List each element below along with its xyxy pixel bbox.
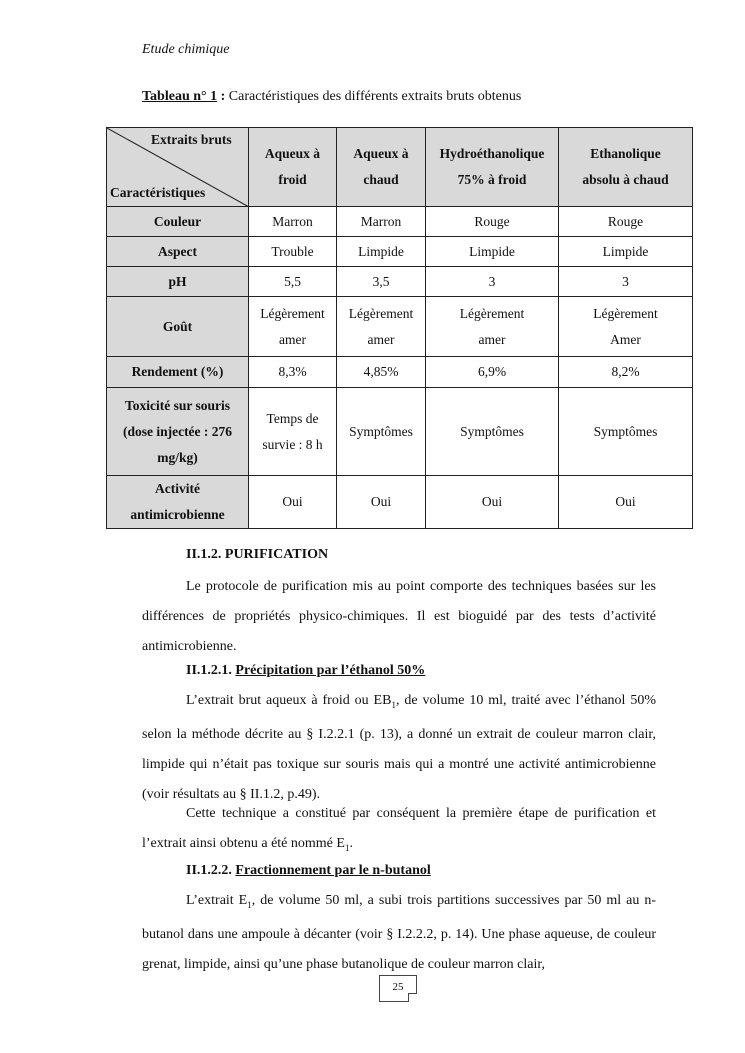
paragraph-purification: Le protocole de purification mis au point comporte des techniques basées sur les différences de propriétés physico-chimiques. Il est bioguidé par des tests d’activité antimicrobienne. <box>142 579 656 654</box>
table-cell-text: 8,3% <box>278 364 307 379</box>
table-cell-text: Amer <box>610 331 641 347</box>
table-row <box>107 297 693 357</box>
table-cell-text: Oui <box>615 494 636 509</box>
table-cell-text: Symptômes <box>460 423 524 439</box>
column-header-2 <box>337 128 426 207</box>
text-run: , de volume 50 ml, a subi trois partitions successives par 50 ml au n-butanol dans une ampoule à décanter (voir § I.2.2.2, p. 14). Une phase aqueuse, de couleur grenat, limpide, ainsi qu’une phase butanolique de couleur marron clair, <box>142 893 656 972</box>
table-cell-text: Limpide <box>602 243 649 259</box>
table-cell <box>337 388 426 476</box>
column-header-text: Aqueux à <box>264 146 321 161</box>
table-cell <box>249 297 337 357</box>
section-number-fractionnement: II.1.2.2. <box>186 863 232 878</box>
table-cell-text: Rouge <box>474 213 510 229</box>
section-title-precipitation <box>186 663 425 679</box>
table-cell-text: Marron <box>360 213 402 229</box>
table-cell-text: Limpide <box>358 243 404 259</box>
table-caption <box>142 89 521 105</box>
table-cell <box>337 476 426 529</box>
table-cell-text: Légèrement <box>348 305 414 321</box>
text-run: , de volume 10 ml, traité avec l’éthanol 50% selon la méthode décrite au § I.2.2.1 (p. 13), a donné un extrait de couleur marron clair, limpide qui n’était pas toxique sur souris mais qui a montré une activité antimicrobienne (voir résultats au § II.1.2, p.49). <box>142 693 657 802</box>
row-label-text: pH <box>168 273 187 289</box>
table-cell-text: Oui <box>370 494 392 509</box>
table-cell-text: 4,85% <box>363 364 399 379</box>
table-cell-text: Marron <box>272 213 313 229</box>
table-cell <box>559 237 693 267</box>
row-label-text: Toxicité sur souris <box>124 397 230 413</box>
table-row <box>107 237 693 267</box>
table-cell-text: Oui <box>282 494 303 509</box>
row-label-text: mg/kg) <box>157 449 198 465</box>
section-number-precipitation: II.1.2.1. <box>186 663 232 678</box>
table-cell-text: Oui <box>481 494 503 509</box>
text-run: . <box>349 836 353 851</box>
table-cell <box>249 237 337 267</box>
table-cell-text: amer <box>478 331 506 347</box>
subscript: 1 <box>391 699 396 710</box>
page-number <box>379 975 417 1002</box>
table-cell-text: 6,9% <box>477 364 507 379</box>
row-label-cell <box>107 297 249 357</box>
table-row <box>107 476 693 529</box>
column-header-text: 75% à froid <box>457 172 527 187</box>
column-header-text: froid <box>278 172 307 187</box>
table-cell <box>426 388 559 476</box>
table-cell <box>426 476 559 529</box>
table-cell-text: 5,5 <box>284 273 301 289</box>
text-run: Cette technique a constitué par conséquent la première étape de purification et l’extrait ainsi obtenu a été nommé E <box>142 806 656 851</box>
table-cell <box>337 207 426 237</box>
table-cell <box>426 267 559 297</box>
table-cell <box>249 357 337 388</box>
table-row <box>107 388 693 476</box>
table-row <box>107 267 693 297</box>
row-label-cell <box>107 207 249 237</box>
corner-bottom-label: Caractéristiques <box>110 185 206 200</box>
table-cell-text: 3,5 <box>372 273 390 289</box>
corner-header-cell <box>107 128 249 207</box>
row-label-cell <box>107 388 249 476</box>
table-cell-text: 3 <box>488 273 496 289</box>
row-label-text: Aspect <box>158 243 197 259</box>
column-header-1 <box>249 128 337 207</box>
row-label-text: antimicrobienne <box>130 507 225 522</box>
table-cell-text: Trouble <box>271 243 314 259</box>
table-row <box>107 357 693 388</box>
table-cell <box>337 297 426 357</box>
table-cell <box>249 388 337 476</box>
table-cell-text: Limpide <box>469 243 515 259</box>
table-cell <box>426 357 559 388</box>
corner-top-label: Extraits bruts <box>151 132 232 147</box>
subscript: 1 <box>344 842 350 853</box>
row-label-text: Activité <box>155 481 200 496</box>
table-cell <box>337 237 426 267</box>
table-row <box>107 207 693 237</box>
table-cell <box>559 207 693 237</box>
table-cell <box>426 207 559 237</box>
row-label-text: (dose injectée : 276 <box>122 423 233 439</box>
paragraph-precipitation-2 <box>142 799 656 863</box>
paragraph-precipitation-1 <box>142 686 656 810</box>
row-label-text: Goût <box>162 318 193 334</box>
table-header-row <box>107 128 693 207</box>
row-label-cell <box>107 237 249 267</box>
row-label-text: Rendement (%) <box>131 364 224 379</box>
table-cell-text: Symptômes <box>593 423 658 439</box>
row-label-cell <box>107 357 249 388</box>
table-cell <box>426 237 559 267</box>
column-header-text: Ethanolique <box>590 146 661 161</box>
column-header-4 <box>559 128 693 207</box>
table-cell-text: Légèrement <box>593 305 658 321</box>
section-heading-fractionnement: Fractionnement par le n-butanol <box>235 863 431 878</box>
row-label-cell <box>107 476 249 529</box>
table-cell <box>249 476 337 529</box>
table-cell <box>426 297 559 357</box>
text-run: L’extrait brut aqueux à froid ou EB <box>186 693 392 708</box>
column-header-text: Hydroéthanolique <box>439 146 545 161</box>
column-header-3 <box>426 128 559 207</box>
table-cell-text: survie : 8 h <box>262 436 323 452</box>
table-cell <box>337 357 426 388</box>
row-label-cell <box>107 267 249 297</box>
page-number-text: 25 <box>392 981 404 993</box>
table-caption-label: Tableau n° 1 <box>142 89 218 104</box>
table-cell-text: amer <box>279 331 306 347</box>
running-header: Etude chimique <box>142 42 230 57</box>
table-cell <box>249 207 337 237</box>
page-fold-corner <box>408 993 417 1002</box>
paragraph-fractionnement <box>142 886 656 980</box>
table-cell-text: Temps de <box>266 410 319 426</box>
table-cell <box>559 357 693 388</box>
table-cell <box>559 267 693 297</box>
section-title-fractionnement <box>186 863 431 879</box>
table-cell-text: Symptômes <box>349 423 413 439</box>
table-cell-text: amer <box>367 331 395 347</box>
table-cell-text: 3 <box>622 273 629 289</box>
table-cell <box>559 388 693 476</box>
table-cell-text: Rouge <box>607 213 644 229</box>
subscript: 1 <box>247 899 252 910</box>
characteristics-table <box>106 127 693 529</box>
section-title-purification: II.1.2. PURIFICATION <box>186 547 329 562</box>
table-cell <box>337 267 426 297</box>
section-heading-precipitation: Précipitation par l’éthanol 50% <box>235 663 426 678</box>
table-caption-text: Caractéristiques des différents extraits bruts obtenus <box>228 89 522 104</box>
table-cell <box>249 267 337 297</box>
text-run: L’extrait E <box>186 893 248 908</box>
table-cell-text: Légèrement <box>459 305 525 321</box>
column-header-text: Aqueux à <box>353 146 409 161</box>
column-header-text: absolu à chaud <box>582 172 669 187</box>
table-cell <box>559 476 693 529</box>
table-caption-sep: : <box>217 89 229 104</box>
table-cell-text: Légèrement <box>260 305 325 321</box>
row-label-text: Couleur <box>153 213 202 229</box>
table-cell-text: 8,2% <box>611 364 640 379</box>
column-header-text: chaud <box>363 172 399 187</box>
table-cell <box>559 297 693 357</box>
